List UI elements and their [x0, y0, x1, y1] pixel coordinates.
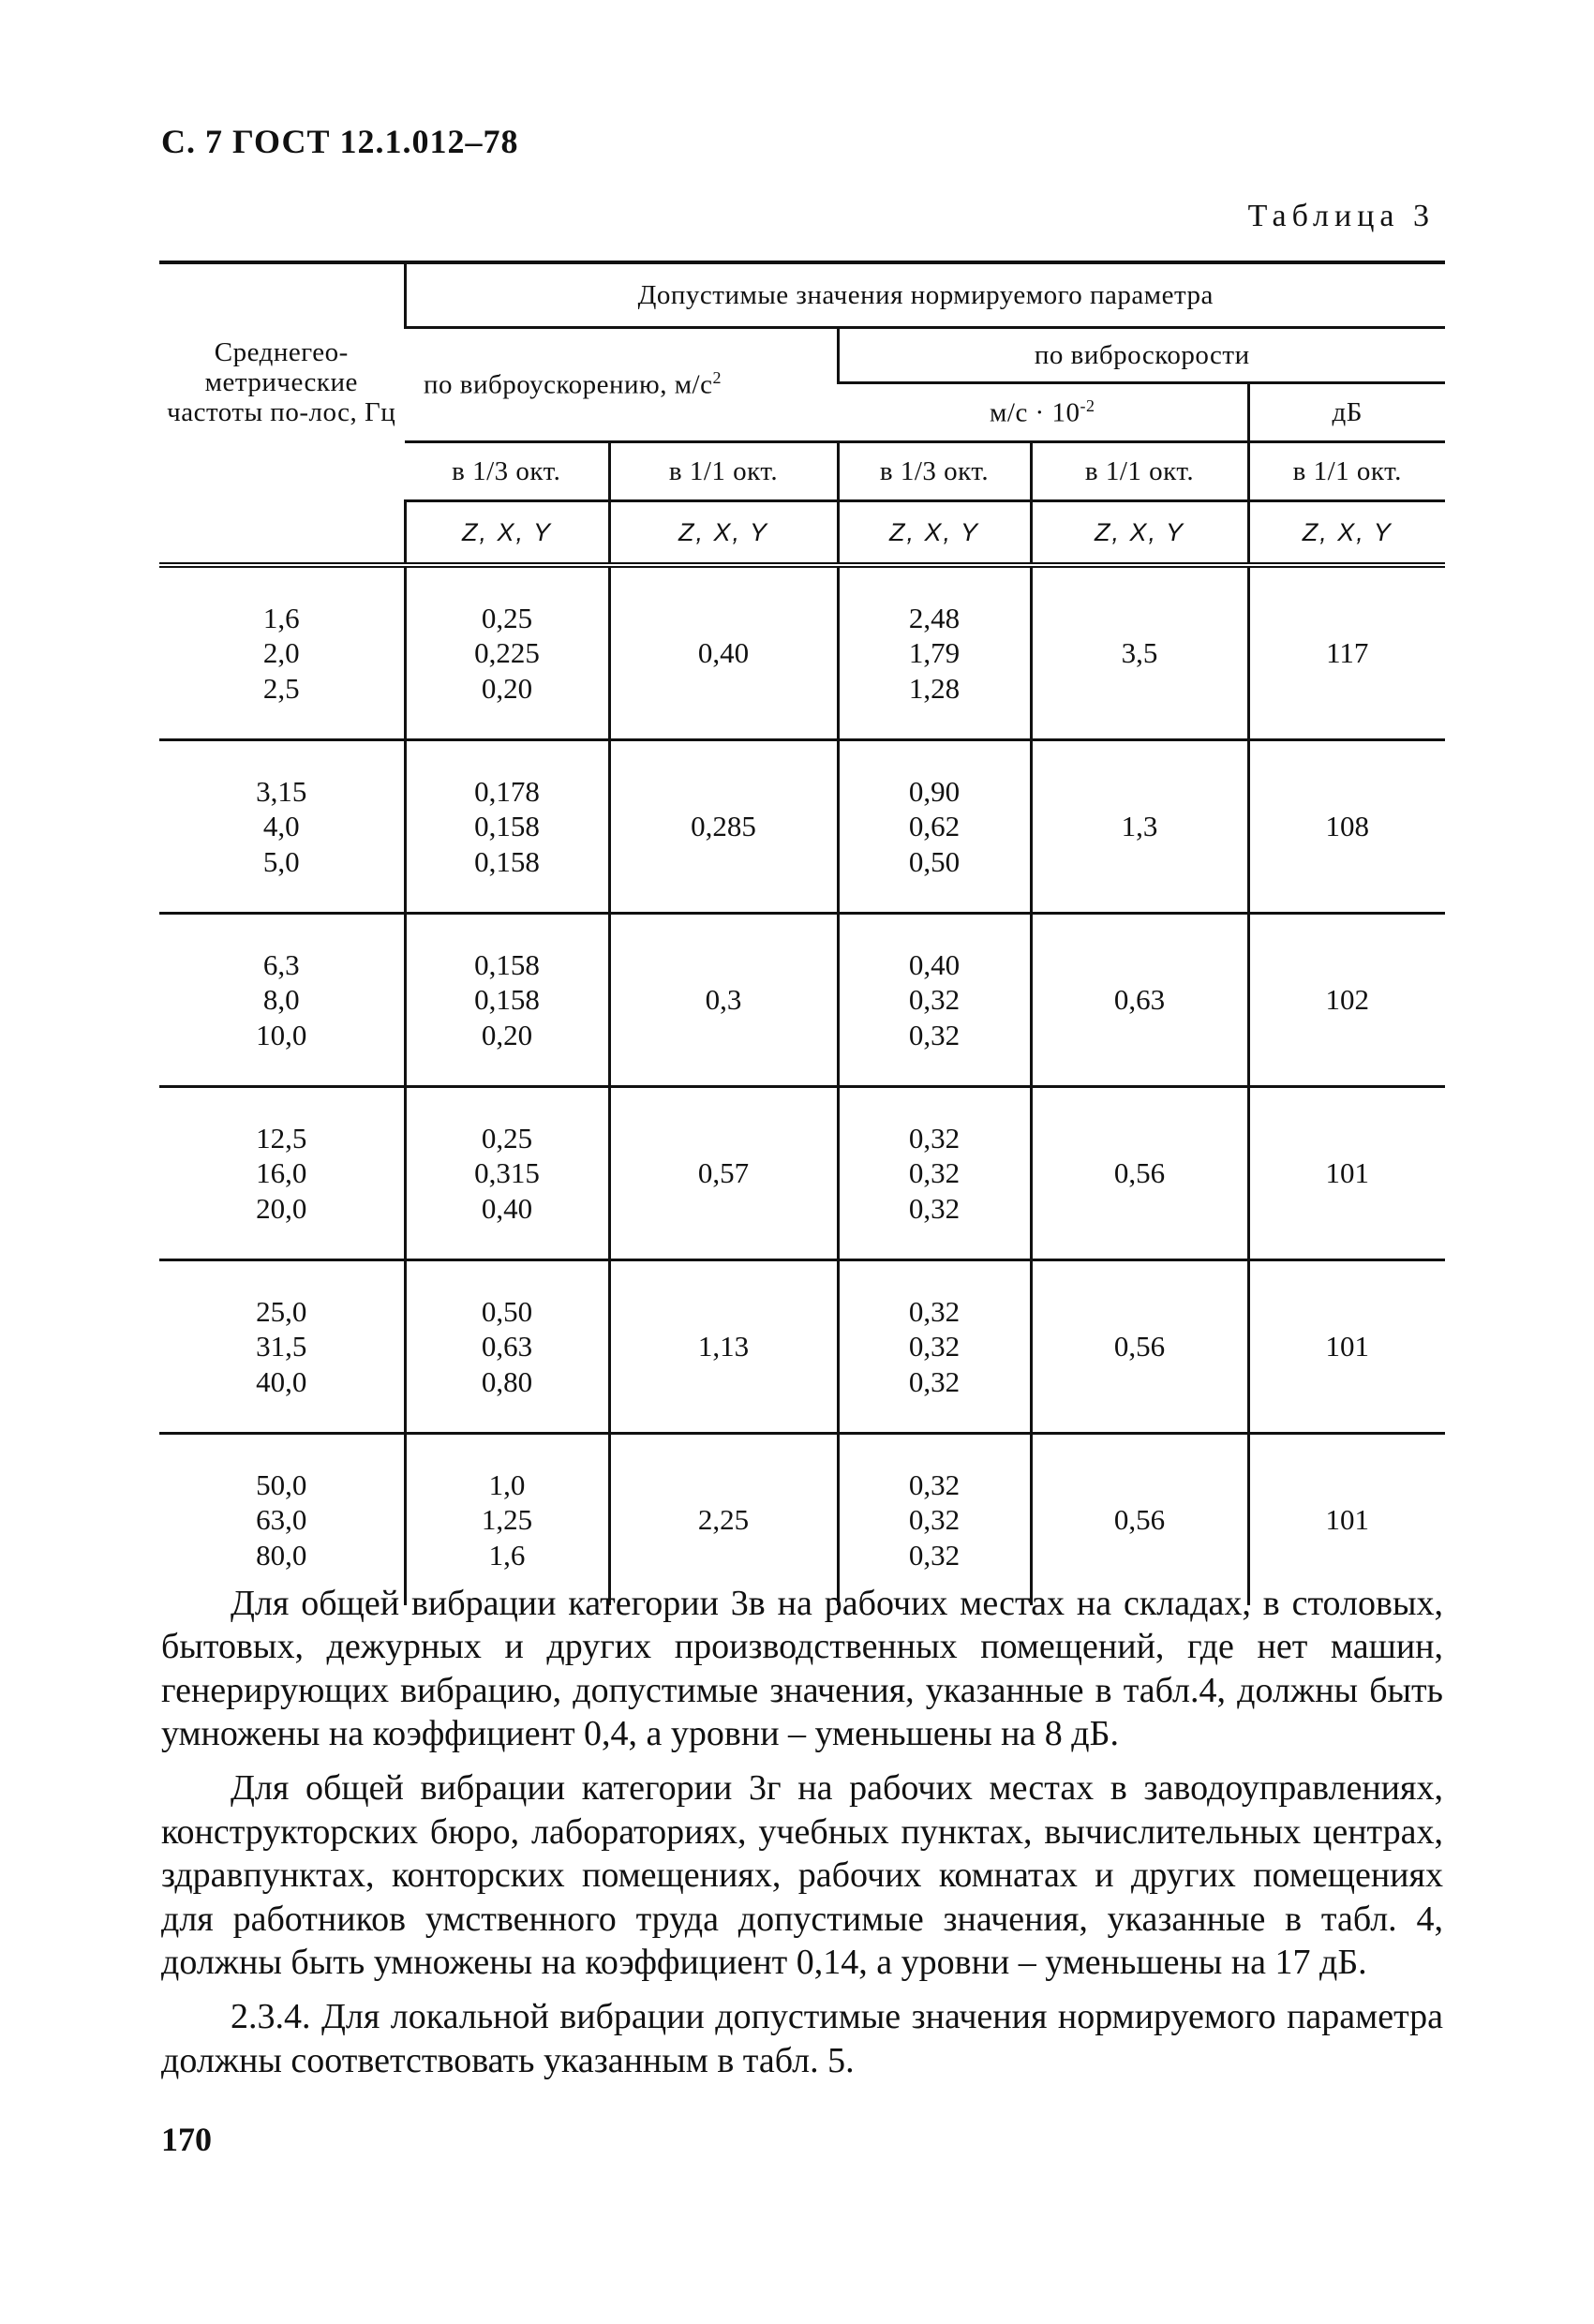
paragraph-local-vibration: 2.3.4. Для локальной вибрации допустимые значения нормируемого параметра должны соответствовать указанным в табл. 5.	[161, 1997, 1443, 2080]
acceleration-header-text: по виброускорению, м/с	[424, 369, 713, 400]
frequency-cell	[159, 1260, 405, 1434]
vel-13-cell-value: 1,28	[908, 671, 961, 705]
vel-13-cell	[838, 1260, 1031, 1434]
band-header-vel-13: в 1/3 окт.	[838, 442, 1031, 501]
vel-13-cell-value: 0,32	[908, 1191, 961, 1225]
frequency-cell-value: 2,5	[262, 671, 300, 705]
db-unit-header: дБ	[1248, 383, 1445, 442]
accel-13-cell-value: 0,40	[481, 1191, 533, 1225]
group-header: Допустимые значения нормируемого параметра	[405, 262, 1445, 328]
vel-11-cell: 0,56	[1031, 1434, 1248, 1606]
accel-13-cell-value: 0,158	[474, 983, 540, 1017]
frequency-cell-value: 12,5	[256, 1122, 307, 1155]
vel-11-cell: 3,5	[1031, 565, 1248, 740]
frequency-cell-value: 25,0	[256, 1295, 307, 1329]
accel-11-cell: 0,3	[609, 914, 838, 1087]
accel-11-cell: 0,40	[609, 565, 838, 740]
accel-13-cell-value: 0,20	[481, 671, 533, 705]
velocity-unit-text: м/с · 10	[990, 397, 1080, 428]
frequency-cell	[159, 1434, 405, 1606]
table-row	[159, 1087, 1445, 1260]
db-11-cell: 101	[1248, 1260, 1445, 1434]
accel-13-cell-value: 0,178	[474, 775, 540, 809]
db-11-cell: 102	[1248, 914, 1445, 1087]
frequency-cell-value: 4,0	[262, 810, 300, 843]
accel-13-cell	[405, 914, 609, 1087]
velocity-unit-sup: -2	[1080, 395, 1095, 415]
frequency-cell	[159, 1087, 405, 1260]
vel-13-cell-value: 0,32	[908, 1122, 961, 1155]
vel-13-cell-value: 0,32	[908, 983, 961, 1017]
table-body	[159, 565, 1445, 1605]
axis-header-spacer	[159, 501, 405, 566]
table-row	[159, 914, 1445, 1087]
accel-13-cell-value: 0,25	[481, 1122, 533, 1155]
frequency-cell-value: 1,6	[262, 602, 300, 635]
vel-13-cell	[838, 565, 1031, 740]
db-11-cell: 101	[1248, 1434, 1445, 1606]
vel-13-cell-value: 0,32	[908, 1503, 961, 1537]
vel-13-cell	[838, 1434, 1031, 1606]
frequency-cell	[159, 740, 405, 914]
accel-13-cell	[405, 1434, 609, 1606]
frequency-cell-value: 50,0	[256, 1468, 307, 1502]
page-number: 170	[161, 2121, 212, 2158]
vel-11-cell: 1,3	[1031, 740, 1248, 914]
accel-13-cell-value: 0,25	[481, 602, 533, 635]
axis-header-vel-13: Z, X, Y	[838, 501, 1031, 566]
accel-13-cell-value: 1,25	[481, 1503, 533, 1537]
accel-13-cell-value: 0,63	[481, 1330, 533, 1363]
frequency-cell-value: 6,3	[262, 948, 300, 982]
vel-13-cell-value: 1,79	[908, 636, 961, 670]
vel-13-cell-value: 0,32	[908, 1330, 961, 1363]
frequency-cell-value: 2,0	[262, 636, 300, 670]
vel-13-cell	[838, 1087, 1031, 1260]
frequency-cell	[159, 565, 405, 740]
table-label: Таблица 3	[1247, 199, 1435, 233]
accel-11-cell: 0,285	[609, 740, 838, 914]
accel-13-cell	[405, 740, 609, 914]
velocity-unit-header	[838, 383, 1248, 442]
velocity-header: по виброскорости	[838, 328, 1445, 383]
vibration-limits-table	[159, 261, 1445, 1605]
table-row	[159, 1434, 1445, 1606]
acceleration-header-sup: 2	[712, 368, 722, 388]
vel-13-cell-value: 0,40	[908, 948, 961, 982]
db-11-cell: 108	[1248, 740, 1445, 914]
table-row	[159, 740, 1445, 914]
axis-header-accel-11: Z, X, Y	[609, 501, 838, 566]
accel-13-cell-value: 1,6	[488, 1538, 526, 1572]
band-header-db-11: в 1/1 окт.	[1248, 442, 1445, 501]
vel-13-cell-value: 0,32	[908, 1156, 961, 1190]
frequency-cell-value: 8,0	[262, 983, 300, 1017]
vel-13-cell	[838, 740, 1031, 914]
accel-13-cell-value: 0,20	[481, 1018, 533, 1051]
accel-11-cell: 2,25	[609, 1434, 838, 1606]
body-text	[161, 1582, 1443, 2093]
frequency-cell	[159, 914, 405, 1087]
frequency-cell-value: 20,0	[256, 1191, 307, 1225]
frequency-cell-value: 63,0	[256, 1503, 307, 1537]
frequency-cell-value: 80,0	[256, 1538, 307, 1572]
vel-13-cell-value: 0,32	[908, 1364, 961, 1398]
vel-13-cell-value: 0,90	[908, 775, 961, 809]
frequency-cell-value: 16,0	[256, 1156, 307, 1190]
vel-13-cell-value: 0,32	[908, 1468, 961, 1502]
accel-13-cell-value: 0,158	[474, 844, 540, 878]
accel-13-cell-value: 0,80	[481, 1364, 533, 1398]
band-header-vel-11: в 1/1 окт.	[1031, 442, 1248, 501]
frequency-cell-value: 10,0	[256, 1018, 307, 1051]
vel-13-cell-value: 0,32	[908, 1018, 961, 1051]
band-header-accel-11: в 1/1 окт.	[609, 442, 838, 501]
accel-13-cell-value: 0,50	[481, 1295, 533, 1329]
accel-13-cell-value: 0,158	[474, 810, 540, 843]
db-11-cell: 117	[1248, 565, 1445, 740]
vel-13-cell-value: 0,50	[908, 844, 961, 878]
page-header: С. 7 ГОСТ 12.1.012–78	[161, 123, 519, 160]
frequency-cell-value: 3,15	[256, 775, 307, 809]
table-row	[159, 1260, 1445, 1434]
vel-11-cell: 0,56	[1031, 1260, 1248, 1434]
table-row	[159, 565, 1445, 740]
axis-header-accel-13: Z, X, Y	[405, 501, 609, 566]
accel-13-cell-value: 0,315	[474, 1156, 540, 1190]
accel-11-cell: 1,13	[609, 1260, 838, 1434]
accel-11-cell: 0,57	[609, 1087, 838, 1260]
axis-header-db-11: Z, X, Y	[1248, 501, 1445, 566]
accel-13-cell	[405, 1087, 609, 1260]
frequency-cell-value: 40,0	[256, 1364, 307, 1398]
band-header-accel-13: в 1/3 окт.	[405, 442, 609, 501]
vel-11-cell: 0,63	[1031, 914, 1248, 1087]
accel-13-cell	[405, 1260, 609, 1434]
paragraph-category-3g: Для общей вибрации категории 3г на рабочих местах в заводоуправлениях, конструкторских бюро, лабораториях, учебных пунктах, вычислительных центрах, здравпунктах, конторских помещениях, рабочих комнатах и других помещениях для работников умственного труда допустимые значения, указанные в табл. 4, должны быть умножены на коэффициент 0,14, а уровни – уменьшены на 17 дБ.	[161, 1768, 1443, 1982]
db-11-cell: 101	[1248, 1087, 1445, 1260]
vel-13-cell-value: 2,48	[908, 602, 961, 635]
axis-header-vel-11: Z, X, Y	[1031, 501, 1248, 566]
frequency-cell-value: 5,0	[262, 844, 300, 878]
frequency-cell-value: 31,5	[256, 1330, 307, 1363]
vel-13-cell	[838, 914, 1031, 1087]
accel-13-cell-value: 0,158	[474, 948, 540, 982]
paragraph-category-3v: Для общей вибрации категории 3в на рабочих местах на складах, в столовых, бытовых, дежурных и других производственных помещений, где нет машин, генерирующих вибрацию, допустимые значения, указанные в табл.4, должны быть умножены на коэффициент 0,4, а уровни – уменьшены на 8 дБ.	[161, 1584, 1443, 1754]
frequency-column-header: Среднегео-метрические частоты по-лос, Гц	[159, 262, 405, 501]
accel-13-cell-value: 0,225	[474, 636, 540, 670]
accel-13-cell-value: 1,0	[488, 1468, 526, 1502]
vel-13-cell-value: 0,32	[908, 1538, 961, 1572]
acceleration-header	[405, 328, 838, 442]
vel-13-cell-value: 0,32	[908, 1295, 961, 1329]
accel-13-cell	[405, 565, 609, 740]
table-container	[159, 261, 1445, 1605]
vel-13-cell-value: 0,62	[908, 810, 961, 843]
vel-11-cell: 0,56	[1031, 1087, 1248, 1260]
